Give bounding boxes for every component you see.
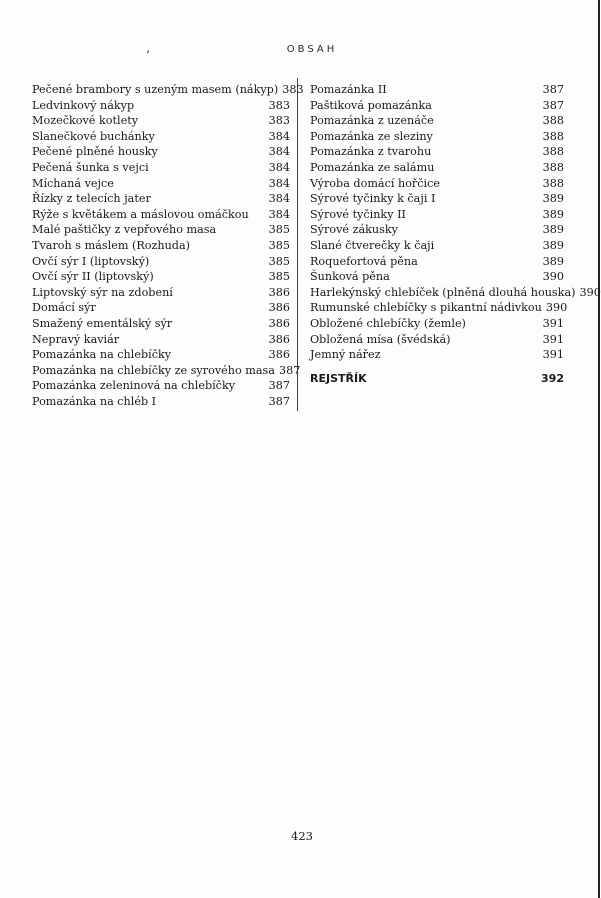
- toc-entry-page: 387: [278, 363, 301, 377]
- toc-entry-title: Slané čtverečky k čaji: [310, 238, 435, 252]
- toc-entry-page: 391: [542, 332, 564, 346]
- toc-entry-title: Pomazánka z uzenáče: [310, 114, 434, 128]
- toc-entry-title: Pomazánka II: [310, 83, 387, 96]
- toc-entry: [310, 176, 564, 192]
- toc-entry: [32, 254, 290, 270]
- page-edge: [598, 0, 600, 898]
- toc-entry-page: 389: [542, 238, 564, 252]
- toc-entry-page: 385: [268, 238, 290, 252]
- toc-entry-page: 384: [268, 160, 290, 174]
- toc-entry-title: Pomazánka na chléb I: [32, 394, 157, 408]
- toc-entry: [310, 316, 564, 332]
- toc-entry-title: Domácí sýr: [32, 301, 96, 315]
- toc-entry-page: 384: [268, 192, 290, 206]
- toc-entry-page: 391: [542, 316, 564, 330]
- toc-entry-title: Sýrové tyčinky II: [310, 207, 406, 221]
- toc-entry-page: 383: [282, 83, 304, 96]
- toc-entry-page: 386: [268, 332, 290, 346]
- toc-entry-page: 386: [268, 348, 290, 362]
- toc-entry-title: Nepravý kaviár: [32, 332, 120, 346]
- toc-entry: [310, 191, 564, 207]
- toc-entry-title: Pečená šunka s vejci: [32, 160, 149, 174]
- toc-entry-title: Slanečkové buchánky: [32, 129, 155, 143]
- toc-entry-page: 383: [268, 114, 290, 128]
- toc-entry-title: Harlekýnský chlebíček (plněná dlouhá houska): [310, 285, 576, 299]
- toc-entry: [32, 394, 290, 410]
- toc-entry-title: Pečené brambory s uzeným masem (nákyp): [32, 83, 279, 96]
- toc-entry-page: 390: [579, 285, 601, 299]
- toc-entry-title: Jemný nářez: [310, 348, 381, 362]
- toc-entry-title: Pomazánka na chlebíčky ze syrového masa: [32, 363, 275, 377]
- toc-entry-page: 387: [542, 98, 564, 112]
- toc-entry: [32, 363, 301, 379]
- toc-entry-page: 389: [542, 207, 564, 221]
- toc-entry-page: 387: [268, 394, 290, 408]
- toc-entry: [32, 222, 290, 238]
- toc-entry-page: 385: [268, 223, 290, 237]
- toc-entry-page: 386: [268, 316, 290, 330]
- toc-entry: [32, 378, 290, 394]
- toc-entry-title: Sýrové tyčinky k čaji I: [310, 192, 436, 206]
- toc-entry: [310, 160, 564, 176]
- toc-entry: [32, 332, 290, 348]
- toc-entry: [32, 98, 290, 114]
- toc-entry: [32, 269, 290, 285]
- toc-entry-page: 387: [542, 83, 564, 96]
- toc-entry-title: Řízky z telecích jater: [32, 192, 151, 206]
- toc-entry-page: 386: [268, 301, 290, 315]
- toc-entry-title: Pomazánka z tvarohu: [310, 145, 432, 159]
- toc-entry: [310, 207, 564, 223]
- toc-entry-page: 384: [268, 129, 290, 143]
- toc-entry-title: Rumunské chlebíčky s pikantní nádivkou: [310, 301, 542, 315]
- toc-entry: [32, 300, 290, 316]
- toc-entry: [32, 144, 290, 160]
- toc-entry: [32, 207, 290, 223]
- toc-entry: [310, 144, 564, 160]
- toc-entry-page: 388: [542, 114, 564, 128]
- toc-entry-title: Mozečkové kotlety: [32, 114, 139, 128]
- column-divider: [297, 78, 298, 411]
- toc-entry-title: Pomazánka ze sleziny: [310, 129, 433, 143]
- toc-entry: [310, 129, 564, 145]
- toc-entry-title: Ovčí sýr II (liptovský): [32, 270, 154, 284]
- toc-entry-page: 385: [268, 254, 290, 268]
- toc-entry-title: Obložená mísa (švédská): [310, 332, 451, 346]
- toc-entry-title: Pečené plněné housky: [32, 145, 158, 159]
- toc-entry: [310, 300, 568, 316]
- toc-left-column: [32, 82, 304, 409]
- toc-entry-page: 389: [542, 192, 564, 206]
- toc-entry-page: 383: [268, 98, 290, 112]
- toc-entry: [32, 129, 290, 145]
- toc-entry-title: Tvaroh s máslem (Rozhuda): [32, 238, 191, 252]
- toc-entry: [32, 316, 290, 332]
- toc-entry: [310, 113, 564, 129]
- toc-entry-page: 384: [268, 176, 290, 190]
- index-entry-title: REJSTŘÍK: [310, 371, 367, 385]
- toc-entry-page: 387: [268, 379, 290, 393]
- toc-entry-title: Míchaná vejce: [32, 176, 114, 190]
- toc-entry-page: 385: [268, 270, 290, 284]
- toc-entry: [32, 160, 290, 176]
- toc-entry: [32, 113, 290, 129]
- toc-entry: [310, 347, 564, 363]
- toc-entry-title: Šunková pěna: [310, 270, 390, 284]
- toc-entry-page: 391: [542, 348, 564, 362]
- toc-entry: [310, 238, 564, 254]
- toc-entry-title: Smažený ementálský sýr: [32, 316, 173, 330]
- toc-entry: [310, 254, 564, 270]
- toc-entry: [32, 82, 304, 98]
- index-entry-page: 392: [541, 371, 564, 385]
- page-number: 423: [291, 829, 313, 843]
- toc-entry-page: 390: [545, 301, 568, 315]
- toc-entry: [310, 269, 564, 285]
- toc-entry: [32, 285, 290, 301]
- toc-entry: [310, 82, 564, 98]
- toc-entry: [32, 238, 290, 254]
- toc-right-column: [310, 82, 601, 385]
- toc-entry-title: Obložené chlebíčky (žemle): [310, 316, 466, 330]
- toc-entry-page: 384: [268, 207, 290, 221]
- toc-entry-page: 388: [542, 129, 564, 143]
- toc-entry-page: 390: [542, 270, 564, 284]
- toc-entry-title: Pomazánka zeleninová na chlebíčky: [32, 379, 236, 393]
- toc-entry-page: 388: [542, 145, 564, 159]
- toc-entry: [32, 176, 290, 192]
- toc-entry: [32, 347, 290, 363]
- toc-entry-page: 384: [268, 145, 290, 159]
- toc-entry-title: Paštiková pomazánka: [310, 98, 432, 112]
- toc-entry-page: 388: [542, 160, 564, 174]
- toc-entry-page: 389: [542, 254, 564, 268]
- toc-entry: [310, 285, 601, 301]
- toc-entry-title: Ovčí sýr I (liptovský): [32, 254, 150, 268]
- toc-entry-page: 386: [268, 285, 290, 299]
- toc-entry-title: Liptovský sýr na zdobení: [32, 285, 173, 299]
- toc-entry-title: Rýže s květákem a máslovou omáčkou: [32, 207, 249, 221]
- toc-entry-title: Ledvinkový nákyp: [32, 98, 135, 112]
- toc-entry-page: 388: [542, 176, 564, 190]
- toc-entry-page: 389: [542, 223, 564, 237]
- toc-entry-title: Pomazánka ze salámu: [310, 160, 435, 174]
- index-entry: [310, 372, 564, 385]
- page-header: OBSAH: [286, 44, 338, 55]
- toc-entry-title: Sýrové zákusky: [310, 223, 398, 237]
- toc-entry-title: Malé paštičky z vepřového masa: [32, 223, 217, 237]
- toc-entry-title: Výroba domácí hořčice: [310, 176, 441, 190]
- ink-mark: ʻ: [146, 48, 150, 62]
- toc-entry: [32, 191, 290, 207]
- toc-entry: [310, 222, 564, 238]
- toc-entry: [310, 98, 564, 114]
- toc-entry-title: Roquefortová pěna: [310, 254, 418, 268]
- toc-entry-title: Pomazánka na chlebíčky: [32, 348, 172, 362]
- toc-entry: [310, 332, 564, 348]
